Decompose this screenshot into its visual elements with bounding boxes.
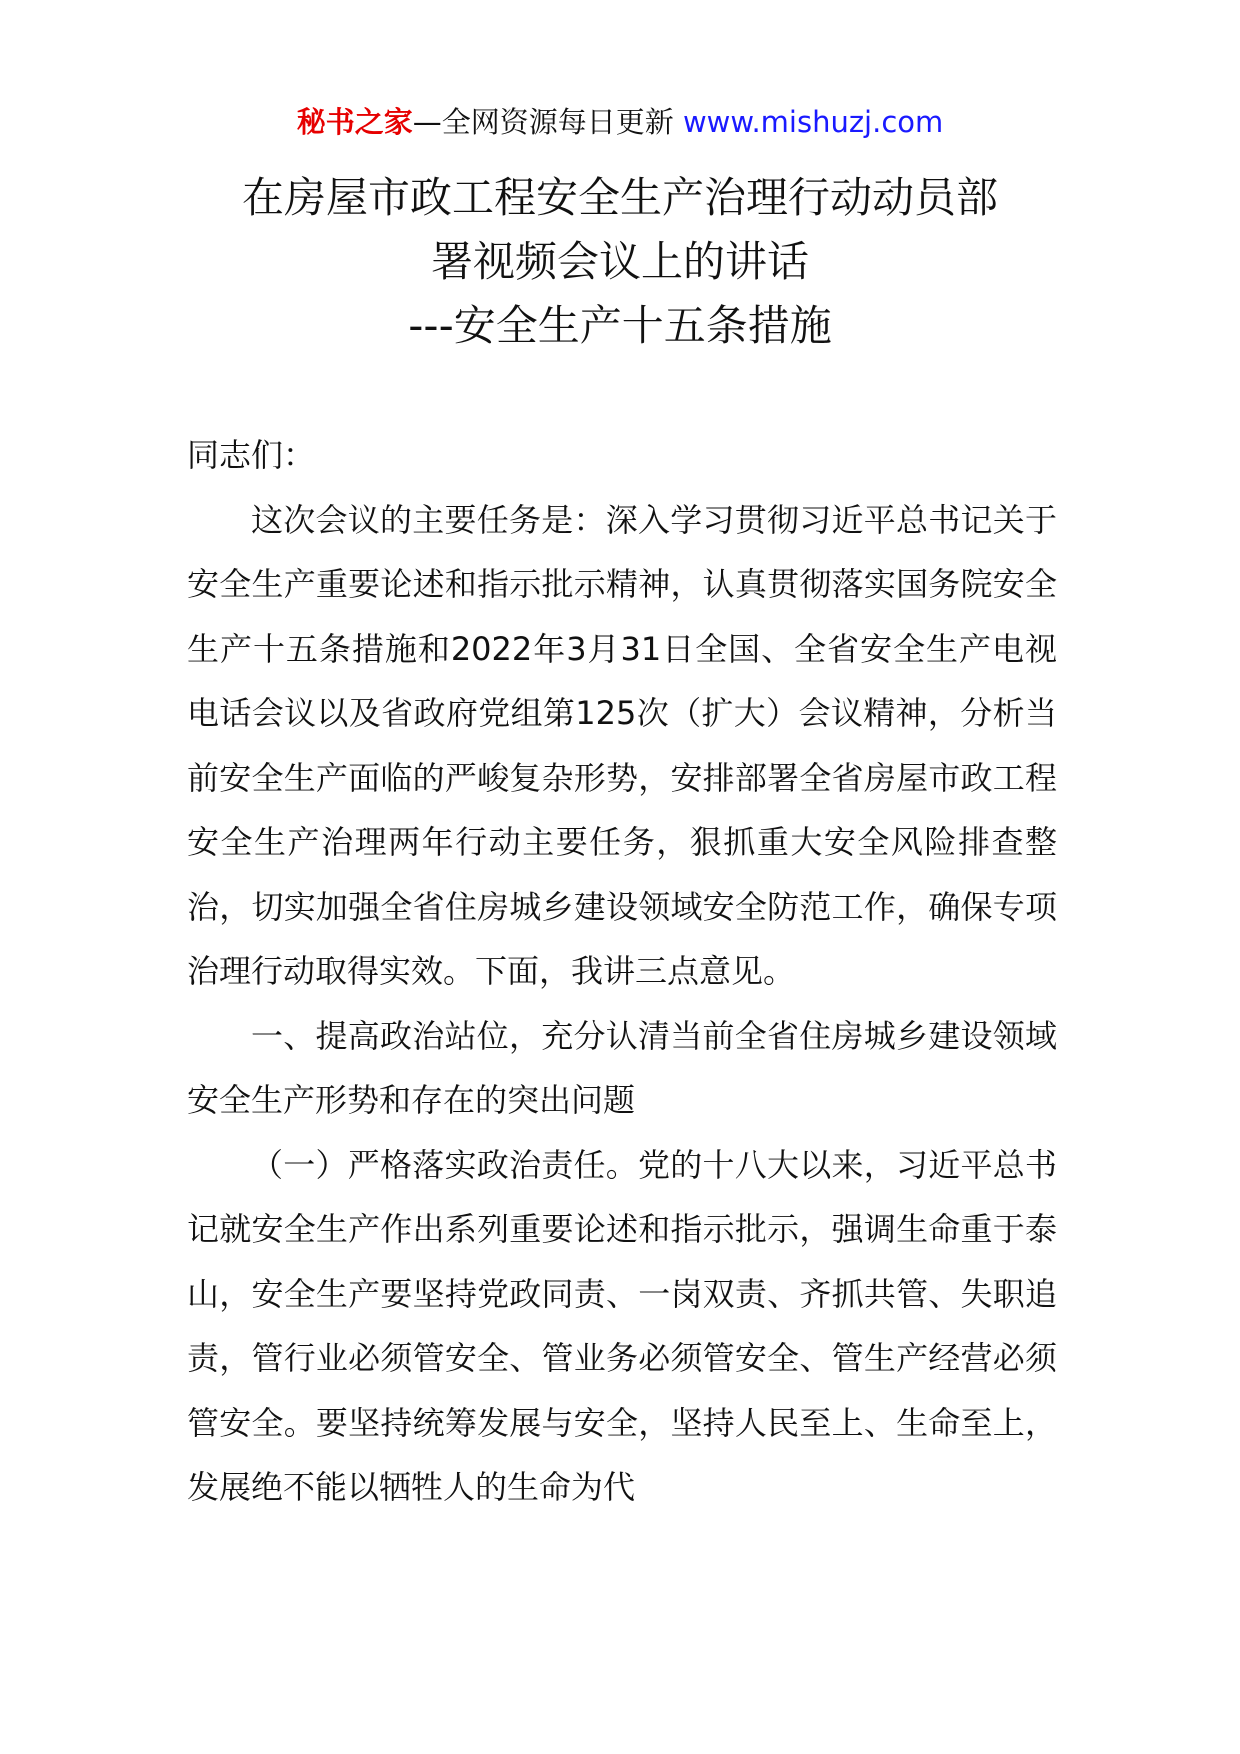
site-header [0,100,1240,144]
title-subtitle: ---安全生产十五条措施 [408,301,832,350]
title-line-1: 在房屋市政工程安全生产治理行动动员部 [241,173,998,222]
title-line-2: 署视频会议上的讲话 [430,237,809,286]
salutation: 同志们： [187,436,316,474]
document-body [187,423,1057,1520]
paragraph-subsection-1: （一）严格落实政治责任。党的十八大以来，习近平总书记就安全生产作出系列重要论述和指示批示，强调生命重于泰山，安全生产要坚持党政同责、一岗双责、齐抓共管、失职追责，管行业必须管安全、管业务必须管安全、管生产经营必须管安全。要坚持统筹发展与安全，坚持人民至上、生命至上，发展绝不能以牺牲人的生命为代 [187,1145,1057,1506]
document-title [0,166,1240,358]
brand-name: 秘书之家 [296,105,413,139]
site-url-link[interactable]: www.mishuzj.com [682,105,944,139]
paragraph-intro: 这次会议的主要任务是：深入学习贯彻习近平总书记关于安全生产重要论述和指示批示精神，认真贯彻落实国务院安全生产十五条措施和2022年3月31日全国、全省安全生产电视电话会议以及省政府党组第125次（扩大）会议精神，分析当前安全生产面临的严峻复杂形势，安排部署全省房屋市政工程安全生产治理两年行动主要任务，狠抓重大安全风险排查整治，切实加强全省住房城乡建设领域安全防范工作，确保专项治理行动取得实效。下面，我讲三点意见。 [187,500,1057,990]
section-heading-1: 一、提高政治站位，充分认清当前全省住房城乡建设领域安全生产形势和存在的突出问题 [187,1016,1057,1119]
header-tagline: —全网资源每日更新 [412,105,683,139]
